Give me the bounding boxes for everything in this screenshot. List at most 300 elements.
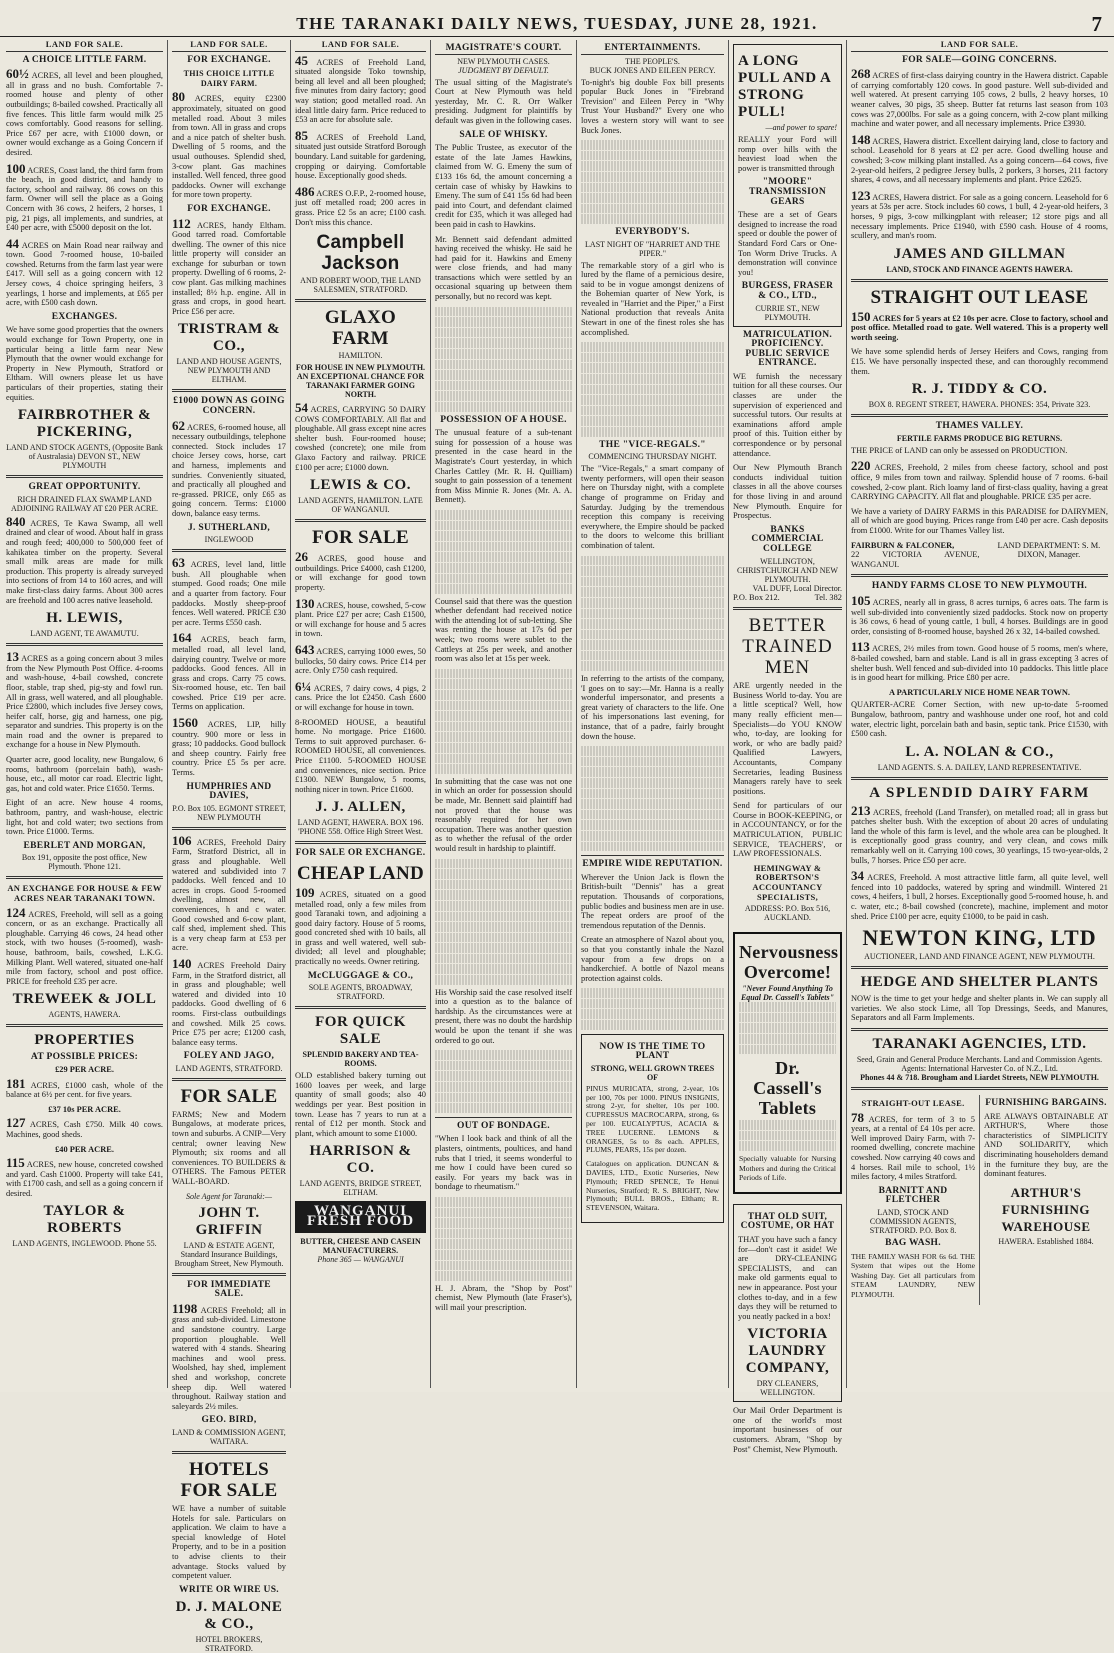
- ad-text: QUARTER-ACRE Corner Section, with new up-to-date 5-roomed Bungalow, bathroom, pantry and washhouse under one roof, hot and cold water, electric light, porcelain bath and basin, septic tank. Price £1530, with £500 cash.: [851, 700, 1108, 739]
- article-heading: ENTERTAINMENTS.: [581, 44, 724, 55]
- agent-prefix: Sole Agent for Taranaki:—: [185, 1191, 272, 1201]
- ad-text: We have some good properties that the owners would exchange for Town Property, one in particular being a little farm near New Plymouth that the owner would exchange for Property in New Plymouth, Stratford or Eltham. Will owners please let us have particulars of their properties, stating their equities.: [6, 325, 163, 402]
- ad-text: ACRES, Cash £750. Milk 40 cows. Machines, good sheds.: [6, 1120, 163, 1139]
- acreage: 106: [172, 832, 192, 848]
- article-paragraph: The usual sitting of the Magistrate's Court at New Plymouth was held yesterday, Mr. C. R. Orr Walker presiding. Judgment for plaintiffs by default was given in the following cases.: [435, 77, 572, 125]
- agent-name: D. J. MALONE & CO.,: [175, 1599, 283, 1633]
- agent-name: H. LEWIS,: [46, 610, 123, 627]
- article-subheading: JUDGMENT BY DEFAULT.: [458, 65, 549, 75]
- bottom-ads: [851, 1095, 1108, 1305]
- agent-name: NEWTON KING, LTD: [862, 925, 1097, 951]
- ad-block: [851, 1109, 975, 1182]
- article-heading: SALE OF WHISKY.: [459, 129, 548, 140]
- acreage: 127: [6, 1115, 26, 1131]
- ad-text: ACRES, good house and outbuildings. Price £4000, cash £1200, or will exchange for good town property.: [295, 554, 427, 593]
- acreage: 112: [172, 215, 191, 231]
- agent-name: Campbell Jackson: [316, 232, 405, 275]
- agent-address: INGLEWOOD: [204, 535, 254, 545]
- ad-text: PINUS MURICATA, strong, 2-year, 10s per 100, 70s per 1000. PINUS INSIGNIS, strong 2-yr, for shelter, 10s per 100. CUPRESSUS MACROCARPA, strong, 6s per 100. EUCALYPTUS, ACACIA & TREE LUCERNE. LEMONS & ORANGES, 5s to 8s each. APPLES, PLUMS, PEARS, 15s per dozen.: [586, 1083, 719, 1155]
- ad-heading: NOW IS THE TIME TO PLANT: [599, 1041, 706, 1062]
- ad-subheading: THIS CHOICE LITTLE DAIRY FARM.: [183, 69, 275, 88]
- ad-text: ACRES, beach farm, metalled road, all level land, dairying country. Twelve or more paddocks. Good fences. All in grass and crops. Carry 75 cows. Six-roomed house, etc. Ten bail cowshed. Price £19 per acre. Terms on application.: [172, 635, 286, 712]
- ad-text: Eight of an acre. New house 4 rooms, bathroom, pantry, and wash-house, electric light, hot and cold water; two sections from town. Price £1000. Terms.: [6, 798, 163, 837]
- ad-text: Catalogues on application. DUNCAN & DAVIES, LTD., Exotic Nurseries, New Plymouth; FRED SPENCE, Te Henui Nurseries, Stratford; R. S. BRIGHT, New Plymouth; BULL BROS., Eltham; R. STEVENSON, Waitara.: [586, 1159, 719, 1213]
- agent-name: GEO. BIRD,: [201, 1415, 257, 1426]
- price-line: £29 PER ACRE.: [55, 1064, 114, 1074]
- agent-address: LAND AGENTS, INGLEWOOD. Phone 55.: [12, 1239, 157, 1249]
- ad-block: [295, 551, 426, 592]
- nursery-ad: [581, 1034, 724, 1223]
- ad-text: ACRES, Freehold. A most attractive little farm, all quite level, well fenced into 10 paddocks, watered by spring and windmill. Wintered 21 cows, 4 heifers, 1 bull, 2 horses. Exceptionally good 5-roomed house, h. and c. water, etc.; 8-bail cowshed (concrete), machine, implement and motor shed. Price £100 per acre, equity £1000, to be paid in cash.: [851, 873, 1108, 921]
- agent-block: [851, 541, 980, 570]
- ad-text: Our Mail Order Department is one of the world's most important businesses of our customers. Abram, "Shop by Post" Chemist, New Plymouth.: [733, 1406, 842, 1454]
- ad-text: ACRES, level land, little bush. All ploughable when stumped. Good roads; One mile and a quarter from factory. Four paddocks. Mostly sheep-proof fences. Well watered. PRICE £30 per acre. Terms £550 cash.: [172, 560, 286, 627]
- ad-block: [6, 904, 163, 987]
- ad-block: [851, 460, 1108, 501]
- masthead: [0, 10, 1114, 37]
- agent-name: HARRISON & CO.: [309, 1143, 412, 1177]
- section-heading: LAND FOR SALE.: [295, 40, 426, 52]
- agent-address: LAND AND HOUSE AGENTS, NEW PLYMOUTH AND ELTHAM.: [176, 357, 282, 385]
- logo-subtitle: BUTTER, CHEESE AND CASEIN MANUFACTURERS.: [300, 1236, 421, 1255]
- ad-text: ACRES for 5 years at £2 10s per acre. Close to factory, school and post office. Metalled road to gate. Well watered. This is a property well worth seeing.: [851, 313, 1108, 342]
- ad-text: ACRES, 7 dairy cows, 4 pigs, 2 cans. Price the lot £2450. Cash £600 or will exchange for house in town.: [295, 683, 427, 712]
- agent-name: VICTORIA LAUNDRY COMPANY,: [745, 1326, 830, 1377]
- agent-name: TAYLOR & ROBERTS: [43, 1203, 126, 1237]
- ad-text: We have a variety of DAIRY FARMS in this PARADISE for DAIRYMEN, all of which are good buying. Prices range from £40 per acre. Cash deposits from £1000. Write for our Thames Valley list.: [851, 506, 1108, 535]
- ad-heading: CHEAP LAND: [296, 862, 425, 884]
- ad-heading: £1000 DOWN AS GOING CONCERN.: [173, 396, 285, 417]
- ad-block: [6, 68, 163, 157]
- acreage: 100: [6, 160, 26, 176]
- acreage: 140: [172, 955, 192, 971]
- acreage: 213: [851, 802, 871, 818]
- agent-name: TRISTRAM & CO.,: [177, 321, 281, 355]
- ad-block: [6, 235, 163, 308]
- ad-block: [6, 513, 163, 605]
- ad-heading: FOR SALE: [312, 527, 409, 549]
- ad-text: ACRES, all level and been ploughed, all in grass and no bush. Comfortable 7-roomed house and plenty of other outbuildings; 8-bailed cowshed. Practically all five fences. This little farm would milk 25 cows comfortably. Good reasons for selling. Price £67 per acre, with £1000 down, or owner would exchange as a Going Concern if desired.: [6, 71, 163, 157]
- ad-text: ARE ALWAYS OBTAINABLE AT ARTHUR'S, Where those characteristics of SIMPLICITY AND SOLIDARITY, which discriminating householders demand in the furniture they buy, are the dominant features.: [984, 1111, 1108, 1179]
- acreage: 45: [295, 52, 308, 68]
- agent-address: AND ROBERT WOOD, THE LAND SALESMEN, STRATFORD.: [300, 276, 421, 295]
- ad-block: [6, 1117, 163, 1139]
- article-subheading: COMMENCING THURSDAY NIGHT.: [588, 452, 717, 462]
- ad-text: ACRES, house, cowshed, 5-cow plant. Price £27 per acre; Cash £1500, or will exchange for house and 5 acres in town.: [295, 600, 426, 639]
- agent-address: LAND AGENTS, STRATFORD.: [175, 1063, 283, 1073]
- acreage: 105: [851, 592, 871, 608]
- acreage: 113: [851, 639, 870, 655]
- acreage: 34: [851, 868, 864, 884]
- agent-address: LAND, STOCK AND COMMISSION AGENTS, STRATFORD. P.O. Box 8.: [869, 1207, 957, 1235]
- agent-name: JOHN T. GRIFFIN: [195, 1204, 263, 1238]
- ad-text: ACRES, Hawera district. Excellent dairying land, close to factory and school. Leasehold for 8 years at £2 per acre. Good dwelling house and cowshed; 3-cow milking plant installed. As a going concern—64 cows, five 2-year-old heifers, 2 pedigree Jersey bulls, 2 porkers, 3 horses, 211 factory shares, 4 cows, and all necessary implements and plant. Price £2625.: [851, 136, 1108, 185]
- column-5: [581, 40, 724, 1388]
- acreage: 840: [6, 513, 26, 529]
- acreage: 164: [172, 630, 192, 646]
- ad-block: [172, 717, 286, 778]
- ad-text: REALLY your Ford will romp over hills with the heaviest load when the power is transmitted through: [738, 135, 837, 173]
- article-paragraph: Wherever the Union Jack is flown the British-built "Dennis" has a great reputation. Thousands of corporations, public bodies and business men are in use. The repeat orders are proof of the tremendous reputation of the Dennis.: [581, 872, 724, 930]
- ad-text: ACRES, carrying 1000 ewes, 50 bullocks, 50 dairy cows. Price £14 per acre. Only £750 cash required.: [295, 647, 426, 676]
- ad-block: [295, 127, 426, 181]
- ad-text: ACRES, £1000 cash, whole of the balance at 6½ per cent. for five years.: [6, 1080, 163, 1100]
- ad-subheading: SPLENDID BAKERY AND TEA-ROOMS.: [302, 1050, 419, 1069]
- ad-block: [295, 884, 426, 967]
- ad-text: ACRES on Main Road near railway and town. Good 7-roomed house, 10-bailed cowshed. Returns from the farm last year were £417. Will sell as a going concern with 12 Jersey cows, 4 choice springing heifers, 3 yearlings, 1 horse and implements, at £65 per acre, with £500 cash down.: [6, 240, 163, 308]
- ad-text: ACRES, CARRYING 50 DAIRY COWS COMFORTABLY. All flat and ploughable. All grass except nine acres shelter bush. Four-roomed house; cowshed (concrete); one mile from Glaxo Factory and railway. PRICE £100 per acre; £1000 down.: [295, 405, 426, 472]
- column-rule: [430, 40, 431, 1388]
- agent-address: SOLE AGENTS, BROADWAY, STRATFORD.: [308, 983, 413, 1002]
- masthead-title: THE TARANAKI DAILY NEWS, TUESDAY, JUNE 28, 1921.: [296, 14, 818, 33]
- agent-name: ARTHUR'S FURNISHING WAREHOUSE: [1001, 1184, 1091, 1234]
- ad-text: ACRES of Freehold Land, situated just outside Stratford Borough boundary. Land suitable for gardening, cropping or dairying. Comfortable house. Exceptionally good sheds.: [295, 132, 426, 181]
- ad-text: ACRES of Freehold Land, situated alongside Toko township, being all level and all been ploughed; five minutes from dairy factory; good way station; good metalled road. An ideal little dairy farm. Price reduced to £53 an acre for absolute sale.: [295, 57, 426, 125]
- ad-block: [172, 557, 286, 627]
- agent-address: LAND AND STOCK AGENTS, (Opposite Bank of Australasia) DEVON ST., NEW PLYMOUTH: [6, 443, 163, 471]
- contact-row: [733, 593, 842, 603]
- agent-name: J. SUTHERLAND,: [187, 522, 271, 533]
- agent-address: AUCTIONEER, LAND AND FINANCE AGENT, NEW PLYMOUTH.: [864, 952, 1095, 962]
- section-heading: LAND FOR SALE.: [6, 40, 163, 52]
- acreage: 62: [172, 417, 185, 433]
- acreage: 80: [172, 89, 185, 105]
- ad-text: Send for particulars of our Course in BOOK-KEEPING, or in ACCOUNTANCY, or for the MATRICULATION, PUBLIC SERVICE, TEACHERS', or LAW PROFESSIONALS.: [733, 801, 842, 859]
- ad-subheading: FERTILE FARMS PRODUCE BIG RETURNS.: [896, 433, 1063, 443]
- moore-gears-ad: [733, 44, 842, 327]
- ad-text: ACRES, situated on a good metalled road, only a few miles from good Taranaki town, and adjoining a good dairy factory. House of 5 rooms, good concreted shed with 10 bails, all in grass and well watered, well sub-divided; all level and ploughable; practically no weeds. Owner retiring.: [295, 889, 426, 967]
- column-rule: [728, 40, 729, 1388]
- ad-text: ACRES, Freehold, will sell as a going concern, or as an exchange. Practically all ploughable. Carrying 46 cows, 24 head other stock, with two houses (5-roomed), wash-house, bathroom, bails, cowshed, L.K.G. Milking Plant. Well watered, situated one-half mile from factory, school and post office. PRICE for freehold £35 per acre.: [6, 909, 163, 986]
- acreage: 124: [6, 904, 26, 920]
- ad-heading: FOR SALE OR EXCHANGE.: [295, 848, 426, 859]
- column-2: [172, 39, 286, 1653]
- acreage: 115: [6, 1155, 25, 1171]
- ad-heading: HEDGE AND SHELTER PLANTS: [860, 974, 1099, 991]
- ad-heading: AN EXCHANGE FOR HOUSE & FEW ACRES NEAR TARANAKI TOWN.: [7, 883, 162, 903]
- column-6: [733, 40, 842, 1454]
- agent-name: J. J. ALLEN,: [315, 799, 406, 816]
- ad-text: 8-ROOMED HOUSE, a beautiful home. No mortgage. Price £1600. Terms to suit approved purchaser. 6-ROOMED HOUSE, all conveniences. Price £1100. 5-ROOMED HOUSE and conveniences, nice section. Price £1300. NEW Bungalow, 5 rooms, nothing nicer in town. Price £1600.: [295, 717, 426, 794]
- acreage: 85: [295, 127, 308, 143]
- ad-text: ACRES, for term of 3 to 5 years, at a rental of £4 10s per acre. Well improved Dairy Farm, with 7-roomed dwelling, concrete machine cowshed. Now carrying 40 cows and 4 horses. Rail mile to school, 1½ miles factory, 4 miles Stratford.: [851, 1114, 975, 1182]
- acreage: 268: [851, 66, 871, 82]
- ad-heading: FOR SALE—GOING CONCERNS.: [902, 54, 1057, 65]
- ad-block: [172, 417, 286, 519]
- ad-text: Quarter acre, good locality, new Bungalow, 6 rooms, bathroom (porcelain bath), wash-house, etc., all motor car road. Electric light, gas, hot and cold water. Price £1650. Terms.: [6, 755, 163, 793]
- ad-text: FARMS; New and Modern Bungalows, at moderate prices, town and suburbs. A CNIP—Very central; owner leaving New Plymouth; six rooms and all conveniences. TO BUILDERS & OTHERS. The Famous PETER WALL-BOARD.: [172, 1109, 286, 1187]
- agent-name: TARANAKI AGENCIES, LTD.: [872, 1036, 1087, 1052]
- ad-heading: "MOORE" TRANSMISSION GEARS: [749, 177, 826, 207]
- agent-address: LAND AGENT, TE AWAMUTU.: [30, 629, 139, 639]
- agent-address: LAND & ESTATE AGENT, Standard Insurance Buildings, Brougham Street, New Plymouth.: [174, 1240, 284, 1268]
- ad-subheading: HAMILTON.: [338, 351, 383, 361]
- acreage: 6¼: [295, 678, 312, 694]
- article-paragraph: The remarkable story of a girl who is lured by the flame of a pernicious desire, said to be in vogue amongst denizens of the Bohemian quarter of New York, is revealed in "Harriet and the Piper," a First National production that reveals Anita Stewart in one of the finest roles she has accomplished.: [581, 260, 724, 337]
- ad-text: Specially valuable for Nursing Mothers and during the Critical Periods of Life.: [739, 1153, 836, 1183]
- acreage: 54: [295, 400, 308, 416]
- ad-heading: FURNISHING BARGAINS.: [985, 1098, 1107, 1108]
- agent-name: HUMPHRIES AND DAVIES,: [186, 781, 272, 802]
- agent-address: AGENTS, HAWERA.: [48, 1010, 121, 1020]
- article-paragraph: The unusual feature of a sub-tenant suing for possession of a house was presented in the case heard in the Magistrate's Court yesterday, in which Charles Cattley (Mr. R. H. Quilliam) sought to gain possession of a tenement from Miss Minnie R. Jones (Mr. A. A. Bennett).: [435, 428, 572, 505]
- ad-text: THE PRICE of LAND can only be assessed on PRODUCTION.: [851, 445, 1068, 455]
- agent-address: CURRIE ST., NEW PLYMOUTH.: [755, 303, 820, 322]
- ad-heading: GLAXO FARM: [324, 307, 397, 350]
- acreage: 486: [295, 183, 315, 199]
- article-heading: EVERYBODY'S.: [615, 226, 690, 237]
- article-paragraph: In referring to the artists of the company, 'I goes on to say:—Mr. Hanna is a really wonderful impersonator, and presents a great variety of characters to the life. One of his impersonations last evening, for instance, that of a padre, fairly brought down the house.: [581, 674, 724, 741]
- article-paragraph: To-night's big double Fox bill presents popular Buck Jones in "Firebrand Trevision" and Eileen Percy in "Why Trust Your Husband?" Every one who loves a western story will want to see Buck Jones.: [581, 77, 724, 135]
- agent-name: BARNITT AND FLETCHER: [878, 1185, 948, 1206]
- column-rule: [167, 40, 168, 1388]
- ad-heading: MATRICULATION. PROFICIENCY. PUBLIC SERVICE ENTRANCE.: [742, 329, 833, 369]
- acreage: 1560: [172, 715, 198, 731]
- ad-text: OLD established bakery turning out 1600 loaves per week, and large quantity of small goods; also 40 weddings per year. Best position in town. Lease has 7 years to run at a rental of £12 per month. Stock and plant, which amount to some £1000.: [295, 1071, 426, 1138]
- ad-subheading: AT POSSIBLE PRICES:: [30, 1052, 139, 1063]
- article-heading: POSSESSION OF A HOUSE.: [440, 414, 567, 425]
- agent-name: BANKS COMMERCIAL COLLEGE: [751, 524, 824, 554]
- article-subheading: NEW PLYMOUTH CASES.: [457, 56, 550, 66]
- agent-address: LAND & COMMISSION AGENT, WAITARA.: [172, 1427, 286, 1446]
- acreage: 78: [851, 1109, 864, 1125]
- ad-text: Our New Plymouth Branch conducts individual tuition classes in all the above courses for those living in and around New Plymouth. Enquire for Prospectus.: [733, 463, 842, 521]
- agent-name: TREWEEK & JOLL: [12, 991, 157, 1008]
- ad-block: [6, 1075, 163, 1100]
- acreage: 220: [851, 458, 871, 474]
- ad-text: ACRES, Hawera district. For sale as a going concern. Leasehold for 6 years at 53s per acre. Stock includes 60 cows, 1 bull, 4 2-year-old heifers, 3 horses, 9 pigs, 3-cow milkingplant with releaser; 12 store pigs and all necessary implements. Price £1940, with £590 cash. House of 4 rooms, scullery, and man's room.: [851, 192, 1108, 241]
- ad-text: ACRES Freehold Dairy Farm, in the Stratford district, all in grass and ploughable; well watered and divided into 10 paddocks. Good dwelling of 6 rooms. First-class outbuildings and cowshed. Milk 25 cows. Price £75 per acre; £1200 cash, balance easy terms.: [172, 960, 286, 1047]
- ad-text: ACRES, 2½ miles from town. Good house of 5 rooms, men's where, 8-bailed cowshed, barn and stable. Land is all in grass excepting 3 acres of shelter bush. Well fenced and sub-divided into 10 paddocks. This little place is in good heart for milking. Price £80 per acre.: [851, 644, 1108, 683]
- agent-row: [851, 541, 1108, 570]
- article-subheading: BUCK JONES AND EILEEN PERCY.: [589, 65, 716, 75]
- agent-address: LAND AGENT, HAWERA. BOX 196. 'PHONE 558. Office High Street West.: [297, 818, 424, 837]
- article-paragraph: "When I look back and think of all the plasters, ointments, poultices, and hand rubs that I tried, it seems wonderful to me how I could have been cured so easily. For years my back was in bondage to rheumatism.": [435, 1134, 572, 1192]
- ad-text: ACRES, new house, concreted cowshed and yard. Cash £1000. Property will take £41, with £1700 cash, and sell as a going concern if desired.: [6, 1160, 163, 1198]
- dry-cleaning-ad: [733, 1204, 842, 1403]
- ad-text: ACRES, nearly all in grass, 8 acres turnips, 6 acres oats. The farm is well sub-divided into conveniently sized paddocks. Stock now on property is 36 cows, 6 head of young cattle, 1 bull, 4 horses. Buildings are in good order, consisting of 8-roomed house, bayshed 26 x 32, 14-bailed cowshed.: [851, 597, 1108, 636]
- ad-block: [6, 651, 163, 750]
- ad-block: [851, 870, 1108, 921]
- ad-heading: HANDY FARMS CLOSE TO NEW PLYMOUTH.: [871, 581, 1088, 592]
- agent-name: HEMINGWAY & ROBERTSON'S ACCOUNTANCY SPECIALISTS,: [752, 862, 823, 902]
- article-paragraph: Mr. Bennett said defendant admitted having received the whisky. He said he had paid for it. Hawkins and Emeny were close friends, and had many transactions which were settled by an occasional squaring up between them personally, but no record was kept.: [435, 234, 572, 302]
- ad-text: WE have a number of suitable Hotels for sale. Particulars on application. We claim to have a special knowledge of Hotel Property, and to be in a position to advise clients to their advantage. Stocks valued by competent valuer.: [172, 1503, 286, 1581]
- acreage: 181: [6, 1075, 26, 1091]
- ad-text: ARE urgently needed in the Business World to-day. You are a little sceptical? Well, how many really efficient men—Specialists—do YOU KNOW who, to-day, are looking for work, or who are badly paid? Qualified Lawyers, Accountants, Company Secretaries, leading Business Managers rarely have to seek positions.: [733, 681, 842, 796]
- ad-heading: FOR EXCHANGE.: [187, 54, 271, 65]
- ad-heading: FOR IMMEDIATE SALE.: [187, 1279, 271, 1300]
- acreage: 148: [851, 131, 871, 147]
- ad-subheading: FOR HOUSE IN NEW PLYMOUTH. AN EXCEPTIONAL CHANCE FOR TARANAKI FARMER GOING NORTH.: [295, 363, 426, 400]
- agent-address: HAWERA. Established 1884.: [998, 1236, 1094, 1246]
- ad-heading: FOR SALE: [180, 1085, 278, 1107]
- ad-block: [6, 1157, 163, 1198]
- agent-address: Seed, Grain and General Produce Merchants. Land and Commission Agents. Agents: International Harvester Co. of N.Z., Ltd.: [856, 1055, 1103, 1073]
- acreage: 13: [6, 649, 19, 665]
- po-box: P.O. Box 212.: [733, 592, 780, 602]
- ad-heading: A LONG PULL AND A STRONG PULL!: [738, 53, 831, 120]
- ad-text: WE furnish the necessary tuition for all these courses. Our classes are under the supervision of experienced and successful tutors. Our results at examinations afford ample proof of this. Tuition either by correspondence or by personal attendance.: [733, 371, 842, 458]
- agent-address: BOX 8. REGENT STREET, HAWERA. PHONES: 354, Private 323.: [868, 400, 1091, 410]
- ad-text: ACRES, handy Eltham. Good tarred road. Comfortable dwelling. The owner of this nice little property will consider an exchange for suburban or town property. Dwelling of 6 rooms, 2-cow plant. Gas milking machines installed; 8½ h.p. engine. All in grass and crops, in good heart. Price £56 per acre.: [172, 220, 286, 316]
- ad-text: THE FAMILY WASH FOR 6s 6d. THE System that wipes out the Home Washing Day. Get all particulars from STEAM LAUNDRY, NEW PLYMOUTH.: [851, 1251, 975, 1299]
- ad-block: [295, 52, 426, 125]
- ad-block: [172, 215, 286, 317]
- acreage: 150: [851, 308, 871, 324]
- acreage: 44: [6, 235, 19, 251]
- ad-block: [172, 91, 286, 200]
- ad-block: [295, 678, 427, 713]
- acreage: 60½: [6, 66, 29, 82]
- ad-heading: Nervousness Overcome!: [739, 942, 839, 983]
- agent-address: 22 VICTORIA AVENUE, WANGANUI.: [851, 550, 980, 569]
- agent-name: FAIRBROTHER & PICKERING,: [17, 407, 152, 441]
- telephone: Tel. 382: [814, 592, 842, 602]
- acreage: 26: [295, 549, 308, 565]
- column-4: [435, 40, 572, 1388]
- agent-name: R. J. TIDDY & CO.: [911, 381, 1048, 398]
- bottom-ad-right: [984, 1095, 1108, 1305]
- ad-block: [851, 68, 1108, 129]
- ad-block: [6, 160, 163, 233]
- article-paragraph: Counsel said that there was the question whether defendant had received notice with the attending lot of sub-letting. She was renting the house at 17s 6d per week; two rooms were sublet to the Cattleys at 25s per week, and another room was also let at 15s per week.: [435, 596, 572, 664]
- column-rule: [846, 40, 847, 1388]
- price-line: £40 PER ACRE.: [55, 1144, 114, 1154]
- ad-heading: GREAT OPPORTUNITY.: [28, 482, 141, 493]
- agent-name: L. A. NOLAN & CO.,: [905, 743, 1054, 760]
- agent-address: P.O. Box 105. EGMONT STREET, NEW PLYMOUTH: [172, 803, 286, 822]
- acreage: 130: [295, 595, 315, 611]
- article-heading: MAGISTRATE'S COURT.: [435, 44, 572, 55]
- acreage: 643: [295, 642, 315, 657]
- ad-block: [851, 187, 1108, 241]
- ad-heading: HOTELS FOR SALE: [180, 1458, 278, 1501]
- ad-text: ACRES, Te Kawa Swamp, all well drained and clear of wood. About half in grass and rough feed; 400,000 to 500,000 feet of kahikatea timber on the property. Several small milk areas are made for milk production. This property is already surveyed into sections of from 14 to 160 acres, and will make first-class dairy farms. About 300 acres are freehold and 100 acres native leasehold.: [6, 518, 163, 605]
- agent-name: LEWIS & CO.: [310, 477, 411, 494]
- ad-heading: THAMES VALLEY.: [935, 421, 1024, 432]
- ad-heading: EXCHANGES.: [51, 311, 118, 322]
- article-subheading: THE PEOPLE'S.: [625, 56, 680, 66]
- ad-heading: BAG WASH.: [885, 1237, 941, 1248]
- ad-text: ACRES Freehold; all in grass and sub-divided. Limestone and sandstone country. Large proportion ploughable. Well watered with 4 stands. Shearing machines and wool press. Woolshed, hay shed, implement shed and workshop, concrete sheep dip. Well watered throughout. Railway station and saleyards 2½ miles.: [172, 1305, 286, 1411]
- article-heading: EMPIRE WIDE REPUTATION.: [582, 859, 723, 870]
- ad-heading: THAT OLD SUIT, COSTUME, OR HAT: [740, 1211, 835, 1232]
- article-paragraph: Create an atmosphere of Nazol about you, so that you constantly inhale the Nazol vapour from a few drops on a handkerchief. A bottle of Nazol means protection against colds.: [581, 935, 724, 983]
- agent-address: ADDRESS: P.O. Box 516, AUCKLAND.: [744, 904, 831, 923]
- logo-footer: Phone 365 — WANGANUI: [317, 1254, 404, 1264]
- ad-text: ACRES, Coast land, the third farm from the beach, in good district, and handy to factory, school and railway. 86 cows on this farm. Owner will sell the place as a Going Concern with 36 cows, 2 heifers, 2 horses, 1 pig, 21 pigs, all implements, and sundries, at £40 per acre, with £5000 deposit on the lot.: [6, 165, 163, 233]
- ad-heading: BETTER TRAINED MEN: [742, 615, 833, 679]
- article-paragraph: The Public Trustee, as executor of the estate of the late James Hawkins, claimed from W. G. Emeny the sum of £133 16s 6d, the amount concerning a certain case of whisky by Hawkins to Emeny. The sum of £41 15s 6d had been paid into Court, and defendant claimed credit for £35, which it was alleged had been paid in cash to Hawkins.: [435, 143, 572, 229]
- ad-heading: A CHOICE LITTLE FARM.: [22, 54, 147, 65]
- logo-text: WANGANUI FRESH FOOD: [306, 1203, 415, 1229]
- cassells-tablets-ad: [733, 932, 842, 1194]
- ad-heading: FOR EXCHANGE.: [187, 203, 271, 214]
- article-heading: THE "VICE-REGALS.": [599, 439, 706, 450]
- column-3: [295, 40, 426, 1388]
- agent-address: WELLINGTON, CHRISTCHURCH AND NEW PLYMOUTH.: [737, 556, 838, 584]
- ad-block: [295, 402, 426, 472]
- article-paragraph: H. J. Abram, the "Shop by Post" chemist, New Plymouth (late Fraser's), will mail your prescription.: [435, 1283, 572, 1312]
- agent-address: DRY CLEANERS, WELLINGTON.: [756, 1379, 819, 1398]
- ad-block: [172, 955, 286, 1047]
- ad-heading: STRAIGHT-OUT LEASE.: [861, 1098, 965, 1108]
- ad-text: NOW is the time to get your hedge and shelter plants in. We can supply all varieties. We also stock Lime, all Top Dressings, Seeds, and Manures, Separators and all Farm Implements.: [851, 994, 1108, 1023]
- ad-subheading: WRITE OR WIRE US.: [179, 1584, 279, 1595]
- agent-name: JAMES AND GILLMAN: [893, 245, 1066, 262]
- ad-text: These are a set of Gears designed to increase the road speed or double the power of Standard Ford Cars or One-Ton Worm Drive Trucks. A demonstration will convince you!: [738, 210, 837, 277]
- ad-text: ACRES, Freehold, 2 miles from cheese factory, school and post office, 9 miles from town and railway. Splendid house of 7 rooms. 6-bail cowshed, 2-cow plant. Rich loamy land of first-class quality, having a great CARRYING CAPACITY. All flat and ploughable. PRICE £35 per acre.: [851, 463, 1108, 502]
- agent-address: LAND AGENTS. S. A. DAILEY, LAND REPRESENTATIVE.: [877, 762, 1082, 772]
- article-heading: OUT OF BONDAGE.: [457, 1120, 550, 1131]
- ad-subheading: STRONG, WELL GROWN TREES OF: [590, 1063, 715, 1082]
- agent-address: LAND AGENTS, HAMILTON. LATE OF WANGANUI.: [298, 496, 423, 515]
- ad-block: [851, 802, 1108, 866]
- ad-text: ACRES of first-class dairying country in the Hawera district. Capable of carrying comfortably 120 cows. In good pasture. Well sub-divided and well watered. At present carrying 105 cows, 2 bulls, 2 heavy horses, 10 weaner calves, 30 pigs, 35 sheep. Butter fat returns last season from 103 cows was 27,000lbs. For sale as a going concern, with 2-cow plant milking machine and water power, and all necessary implements. Price £3930.: [851, 71, 1108, 129]
- ad-block: [295, 595, 426, 639]
- ad-block: [172, 832, 286, 953]
- ad-text: We have some splendid herds of Jersey Heifers and Cows, ranging from £15. We have personally inspected these, and can thoroughly recommend them.: [851, 347, 1108, 376]
- article-paragraph: The "Vice-Regals," a smart company of twenty performers, will open their season here on Thursday night, with a complete change of programme on Friday and Saturday. Judging by the tremendous reception this company is receiving everywhere, the Empire should be packed to the doors to welcome this brilliant combination of talent.: [581, 464, 724, 550]
- column-rule: [979, 1095, 980, 1305]
- section-heading: LAND FOR SALE.: [172, 40, 286, 52]
- article-paragraph: His Worship said the case resolved itself into a question as to the balance of hardship. As the circumstances were at present, there was no doubt the hardship would be upon the tenant if she was ordered to go out.: [435, 987, 572, 1045]
- page-number: 7: [1091, 12, 1102, 36]
- agent-name: BURGESS, FRASER & CO., LTD.,: [741, 281, 834, 301]
- ad-subheading: A PARTICULARLY NICE HOME NEAR TOWN.: [888, 687, 1071, 697]
- acreage: 123: [851, 187, 871, 203]
- article-paragraph: In submitting that the case was not one in which an order for possession should be made, Mr. Bennett said plaintiff had not proved that the house was reasonably required for her own occupation. There was another question as to whether the refusal of the order would result in hardship to plaintiff.: [435, 776, 572, 853]
- column-rule: [290, 40, 291, 1388]
- agent-name: EBERLET AND MORGAN,: [23, 840, 146, 851]
- ad-block: [851, 308, 1108, 343]
- agent-address: Box 191, opposite the post office, New Plymouth. 'Phone 121.: [21, 853, 148, 872]
- ad-heading: A SPLENDID DAIRY FARM: [869, 784, 1090, 801]
- agent-address: LAND AGENTS, BRIDGE STREET, ELTHAM.: [299, 1179, 422, 1198]
- ad-block: [172, 1300, 286, 1412]
- ad-heading: FOR QUICK SALE: [315, 1014, 406, 1048]
- agent-name: McCLUGGAGE & CO.,: [307, 970, 414, 981]
- column-7: [851, 40, 1108, 1388]
- article-subheading: LAST NIGHT OF "HARRIET AND THE PIPER.": [585, 239, 720, 258]
- ad-block: [851, 641, 1108, 682]
- column-1: [6, 40, 163, 1388]
- ad-text: ACRES, LIP, hilly country. 900 more or less in grass; 10 paddocks. Good bullock and sheep country. Fairly free country. Price £5 5s per acre. Terms.: [172, 720, 286, 778]
- ad-text: ACRES, 6-roomed house, all necessary outbuildings, telephone connected. Stock includes 17 choice Jersey cows, horse, cart and harness, implements and sundries. Conveniently situated, and practically all ploughed and re-grassed. PRICE, only £65 as going concern. Terms: £1000 down, balance easy terms.: [172, 422, 286, 518]
- agent-name: FAIRBURN & FALCONER,: [851, 540, 955, 550]
- ad-subheading: "Never Found Anything To Equal Dr. Cassell's Tablets": [740, 984, 835, 1003]
- agent-phone: Phones 44 & 718. Brougham and Liardet Streets, NEW PLYMOUTH.: [860, 1073, 1099, 1082]
- ad-heading: PROPERTIES: [34, 1032, 135, 1049]
- ad-block: [295, 644, 426, 676]
- ad-text: ACRES, equity £2300 approximately, situated on good metalled road. About 3 miles from town. All in grass and crops and a nice patch of shelter bush. Dwelling of 5 rooms, and the usual outhouses. Splendid shed, 3-cow plant. Gas machines installed. Well fenced, three good paddocks. Owner will exchange for more town property.: [172, 94, 286, 200]
- wanganui-fresh-food-logo: [295, 1201, 426, 1232]
- product-name: Dr. Cassell's Tablets: [753, 1058, 822, 1119]
- ad-block: [851, 592, 1108, 636]
- ad-block: [851, 131, 1108, 185]
- agent-address: HOTEL BROKERS, STRATFORD.: [195, 1635, 263, 1653]
- acreage: 1198: [172, 1300, 198, 1316]
- section-heading: LAND FOR SALE.: [851, 40, 1108, 52]
- price-line: £37 10s PER ACRE.: [48, 1104, 121, 1114]
- ad-block: [172, 632, 286, 712]
- bottom-ad-left: [851, 1095, 975, 1305]
- ad-subheading: —and power to spare!: [765, 123, 837, 132]
- agent-name: FOLEY AND JAGO,: [183, 1051, 275, 1062]
- agent-director: VAL DUFF, Local Director.: [752, 583, 842, 593]
- agent-address: LAND, STOCK AND FINANCE AGENTS HAWERA.: [886, 264, 1073, 274]
